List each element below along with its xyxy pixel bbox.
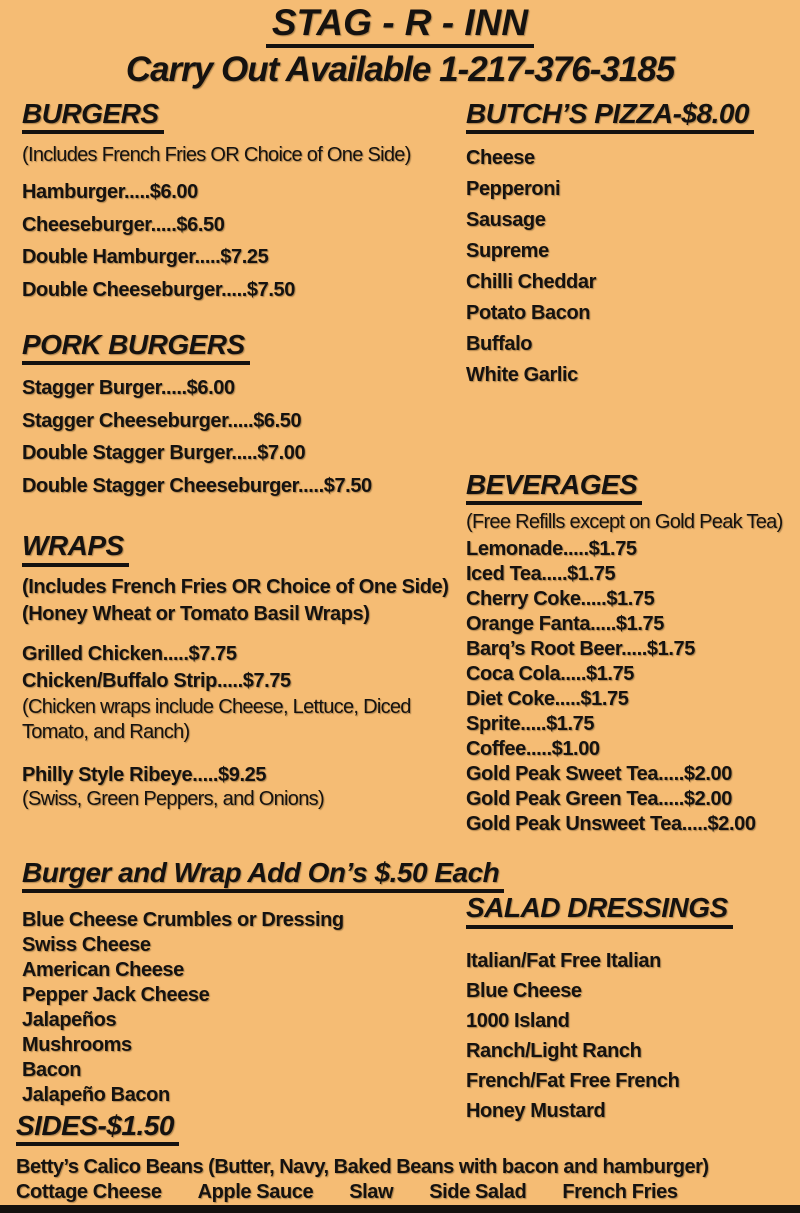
beverages-list <box>466 537 792 837</box>
menu-item: Barq’s Root Beer.....$1.75 <box>466 638 695 661</box>
menu-item: Bacon <box>22 1058 82 1081</box>
carryout-phone-line: Carry Out Available 1-217-376-3185 <box>125 49 675 89</box>
salad-dressings-header: SALAD DRESSINGS <box>466 892 733 928</box>
section-salad-dressings <box>466 892 792 1125</box>
menu-item: American Cheese <box>22 958 184 981</box>
section-pizza <box>466 98 792 391</box>
left-column <box>22 98 500 1108</box>
menu-item: Honey Mustard <box>466 1099 606 1122</box>
menu-item: French Fries <box>562 1181 678 1204</box>
philly-note: (Swiss, Green Peppers, and Onions) <box>22 787 324 810</box>
menu-item: Swiss Cheese <box>22 933 151 956</box>
menu-item: Pepperoni <box>466 178 561 201</box>
section-addons <box>22 856 500 1108</box>
burgers-header: BURGERS <box>22 98 164 134</box>
menu-item: Jalapeños <box>22 1008 117 1031</box>
wraps-header: WRAPS <box>22 530 129 566</box>
burgers-list <box>22 176 462 306</box>
sides-list <box>16 1180 786 1204</box>
menu-item: Double Hamburger.....$7.25 <box>22 246 269 269</box>
menu-item: Sausage <box>466 209 546 232</box>
burgers-note: (Includes French Fries OR Choice of One Side) <box>22 144 411 167</box>
sides-header: SIDES-$1.50 <box>16 1110 179 1146</box>
menu-item: Diet Coke.....$1.75 <box>466 688 629 711</box>
menu-item: Coca Cola.....$1.75 <box>466 663 635 686</box>
wraps-list <box>22 641 462 695</box>
pork-burgers-header: PORK BURGERS <box>22 329 250 365</box>
menu-item: Coffee.....$1.00 <box>466 738 600 761</box>
menu-item: Mushrooms <box>22 1033 132 1056</box>
beverages-header: BEVERAGES <box>466 469 642 505</box>
right-column <box>466 98 792 1126</box>
menu-item: Lemonade.....$1.75 <box>466 538 637 561</box>
wraps-note: (Includes French Fries OR Choice of One Side) <box>22 575 449 598</box>
menu-item: Chilli Cheddar <box>466 271 596 294</box>
menu-item: Side Salad <box>429 1181 527 1204</box>
menu-item: Cottage Cheese <box>16 1181 162 1204</box>
menu-item: Pepper Jack Cheese <box>22 983 210 1006</box>
menu-item: Blue Cheese Crumbles or Dressing <box>22 908 344 931</box>
restaurant-title: STAG - R - INN <box>266 4 534 48</box>
beverages-note: (Free Refills except on Gold Peak Tea) <box>466 511 783 534</box>
salad-dressings-list <box>466 946 792 1126</box>
menu-item: Grilled Chicken.....$7.75 <box>22 642 237 665</box>
section-sides <box>16 1110 786 1204</box>
section-wraps <box>22 530 462 810</box>
menu-item: Blue Cheese <box>466 979 582 1002</box>
section-pork-burgers <box>22 329 462 502</box>
bottom-edge-bar <box>0 1205 800 1213</box>
menu-item: Double Stagger Cheeseburger.....$7.50 <box>22 474 372 497</box>
menu-header <box>0 4 800 89</box>
wraps-notes <box>22 574 462 628</box>
menu-item: Iced Tea.....$1.75 <box>466 563 616 586</box>
addons-list <box>22 908 462 1108</box>
menu-item: 1000 Island <box>466 1009 570 1032</box>
menu-item: Supreme <box>466 240 549 263</box>
menu-item: Gold Peak Unsweet Tea.....$2.00 <box>466 813 756 836</box>
menu-item: Gold Peak Green Tea.....$2.00 <box>466 788 732 811</box>
section-burgers <box>22 98 462 306</box>
menu-item: Cheese <box>466 147 535 170</box>
wraps-note: (Honey Wheat or Tomato Basil Wraps) <box>22 602 370 625</box>
menu-item: French/Fat Free French <box>466 1069 680 1092</box>
menu-item: Slaw <box>349 1181 394 1204</box>
menu-item: Potato Bacon <box>466 302 591 325</box>
menu-item: Jalapeño Bacon <box>22 1083 170 1106</box>
menu-item: Hamburger.....$6.00 <box>22 181 198 204</box>
menu-item: Italian/Fat Free Italian <box>466 949 661 972</box>
pork-burgers-list <box>22 372 462 502</box>
menu-item: Stagger Cheeseburger.....$6.50 <box>22 409 302 432</box>
pizza-header: BUTCH’S PIZZA-$8.00 <box>466 98 754 134</box>
menu-item: Double Cheeseburger.....$7.50 <box>22 278 295 301</box>
menu-item: Ranch/Light Ranch <box>466 1039 642 1062</box>
calico-beans-line: Betty’s Calico Beans (Butter, Navy, Baked Beans with bacon and hamburger) <box>16 1156 709 1179</box>
menu-item: White Garlic <box>466 364 578 387</box>
philly-item: Philly Style Ribeye.....$9.25 <box>22 763 267 786</box>
menu-item: Orange Fanta.....$1.75 <box>466 613 664 636</box>
menu-item: Buffalo <box>466 333 533 356</box>
menu-item: Sprite.....$1.75 <box>466 713 595 736</box>
menu-item: Chicken/Buffalo Strip.....$7.75 <box>22 669 291 692</box>
menu-item: Stagger Burger.....$6.00 <box>22 377 235 400</box>
section-beverages <box>466 469 792 837</box>
menu-item: Cherry Coke.....$1.75 <box>466 588 655 611</box>
menu-item: Apple Sauce <box>197 1181 314 1204</box>
menu-item: Double Stagger Burger.....$7.00 <box>22 442 306 465</box>
menu-item: Cheeseburger.....$6.50 <box>22 213 225 236</box>
pizza-list <box>466 143 792 391</box>
addons-header: Burger and Wrap Add On’s $.50 Each <box>22 857 504 893</box>
menu-item: Gold Peak Sweet Tea.....$2.00 <box>466 763 732 786</box>
chicken-wrap-note: (Chicken wraps include Cheese, Lettuce, Diced Tomato, and Ranch) <box>22 695 411 743</box>
